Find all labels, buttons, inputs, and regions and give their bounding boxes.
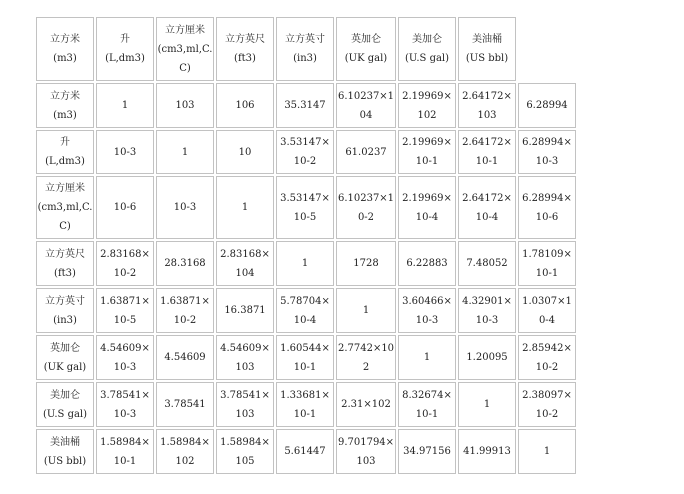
value-cell: 10-6 <box>96 176 154 239</box>
header-cell: 立方厘米 (cm3,ml,C.C) <box>156 17 214 81</box>
header-cell: 美油桶 (US bbl) <box>458 17 516 81</box>
table-row <box>36 288 576 333</box>
value-cell: 1.33681×10-1 <box>276 382 334 427</box>
value-cell: 3.78541×103 <box>216 382 274 427</box>
header-row <box>36 17 576 81</box>
value-cell: 4.54609×10-3 <box>96 335 154 380</box>
table-row <box>36 429 576 474</box>
table-row <box>36 130 576 174</box>
value-cell: 2.19969×102 <box>398 83 456 128</box>
value-cell: 2.64172×10-1 <box>458 130 516 174</box>
value-cell: 2.83168×104 <box>216 241 274 286</box>
table-row <box>36 176 576 239</box>
value-cell: 34.97156 <box>398 429 456 474</box>
value-cell: 1 <box>458 382 516 427</box>
value-cell: 1 <box>96 83 154 128</box>
row-header-cell: 立方英寸 (in3) <box>36 288 94 333</box>
value-cell: 28.3168 <box>156 241 214 286</box>
value-cell: 4.32901×10-3 <box>458 288 516 333</box>
value-cell: 1.58984×10-1 <box>96 429 154 474</box>
table-row <box>36 335 576 380</box>
value-cell: 1 <box>518 429 576 474</box>
value-cell: 1 <box>156 130 214 174</box>
value-cell: 1.60544×10-1 <box>276 335 334 380</box>
volume-conversion-table <box>34 15 578 476</box>
conversion-table-container <box>34 15 578 476</box>
value-cell: 3.53147×10-2 <box>276 130 334 174</box>
row-header-cell: 美油桶 (US bbl) <box>36 429 94 474</box>
header-cell: 升 (L,dm3) <box>96 17 154 81</box>
value-cell: 2.85942×10-2 <box>518 335 576 380</box>
row-header-cell: 升 (L,dm3) <box>36 130 94 174</box>
table-row <box>36 83 576 128</box>
value-cell: 4.54609×103 <box>216 335 274 380</box>
value-cell: 3.78541 <box>156 382 214 427</box>
value-cell: 6.28994×10-6 <box>518 176 576 239</box>
value-cell: 2.19969×10-4 <box>398 176 456 239</box>
value-cell: 2.7742×102 <box>336 335 396 380</box>
header-cell: 美加仑 (U.S gal) <box>398 17 456 81</box>
value-cell: 106 <box>216 83 274 128</box>
value-cell: 3.60466×10-3 <box>398 288 456 333</box>
value-cell: 9.701794×103 <box>336 429 396 474</box>
value-cell: 10-3 <box>156 176 214 239</box>
header-cell: 英加仑 (UK gal) <box>336 17 396 81</box>
value-cell: 6.28994×10-3 <box>518 130 576 174</box>
row-header-cell: 立方英尺 (ft3) <box>36 241 94 286</box>
value-cell: 2.31×102 <box>336 382 396 427</box>
value-cell: 4.54609 <box>156 335 214 380</box>
value-cell: 1728 <box>336 241 396 286</box>
value-cell: 6.10237×10-2 <box>336 176 396 239</box>
value-cell: 3.53147×10-5 <box>276 176 334 239</box>
row-header-cell: 英加仑 (UK gal) <box>36 335 94 380</box>
header-cell: 立方英尺 (ft3) <box>216 17 274 81</box>
value-cell: 1.58984×105 <box>216 429 274 474</box>
value-cell: 1.63871×10-5 <box>96 288 154 333</box>
value-cell: 41.99913 <box>458 429 516 474</box>
value-cell: 6.10237×104 <box>336 83 396 128</box>
value-cell: 5.61447 <box>276 429 334 474</box>
row-header-cell: 美加仑 (U.S gal) <box>36 382 94 427</box>
value-cell: 1.78109×10-1 <box>518 241 576 286</box>
value-cell: 1.0307×10-4 <box>518 288 576 333</box>
table-row <box>36 382 576 427</box>
value-cell: 1.20095 <box>458 335 516 380</box>
value-cell: 1 <box>216 176 274 239</box>
value-cell: 10-3 <box>96 130 154 174</box>
value-cell: 1.63871×10-2 <box>156 288 214 333</box>
value-cell: 35.3147 <box>276 83 334 128</box>
value-cell: 2.64172×103 <box>458 83 516 128</box>
row-header-cell: 立方米 (m3) <box>36 83 94 128</box>
value-cell: 6.28994 <box>518 83 576 128</box>
value-cell: 16.3871 <box>216 288 274 333</box>
value-cell: 3.78541×10-3 <box>96 382 154 427</box>
value-cell: 61.0237 <box>336 130 396 174</box>
value-cell: 8.32674×10-1 <box>398 382 456 427</box>
value-cell: 103 <box>156 83 214 128</box>
value-cell: 1 <box>336 288 396 333</box>
header-cell: 立方米 (m3) <box>36 17 94 81</box>
table-row <box>36 241 576 286</box>
value-cell: 2.64172×10-4 <box>458 176 516 239</box>
value-cell: 10 <box>216 130 274 174</box>
value-cell: 2.38097×10-2 <box>518 382 576 427</box>
value-cell: 6.22883 <box>398 241 456 286</box>
value-cell: 2.83168×10-2 <box>96 241 154 286</box>
header-cell: 立方英寸 (in3) <box>276 17 334 81</box>
empty-corner-cell <box>518 17 576 81</box>
value-cell: 1.58984×102 <box>156 429 214 474</box>
row-header-cell: 立方厘米 (cm3,ml,C.C) <box>36 176 94 239</box>
value-cell: 1 <box>398 335 456 380</box>
value-cell: 5.78704×10-4 <box>276 288 334 333</box>
value-cell: 1 <box>276 241 334 286</box>
value-cell: 2.19969×10-1 <box>398 130 456 174</box>
value-cell: 7.48052 <box>458 241 516 286</box>
